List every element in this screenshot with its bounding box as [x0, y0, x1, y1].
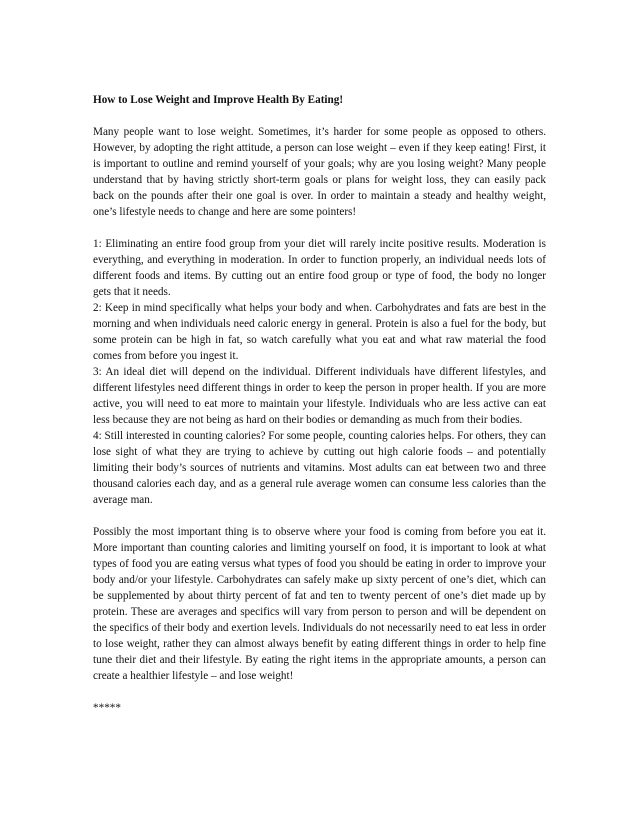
point-4: 4: Still interested in counting calories? For some people, counting calories helps. For others, they can lose sight of what they are trying to achieve by cutting out high calorie foods – and potentially limiting their body’s sources of nutrients and vitamins. Most adults can eat between two and three thousand calories each day, and as a general rule average women can consume less calories than the average man.	[93, 430, 546, 506]
paragraph-gap	[93, 684, 546, 700]
point-1: 1: Eliminating an entire food group from your diet will rarely incite positive results. Moderation is everything, and everything in moderation. In order to function properly, an individual needs lots of different foods and items. By cutting out an entire food group or type of food, the body no longer gets that it needs.	[93, 238, 546, 298]
conclusion-paragraph: Possibly the most important thing is to observe where your food is coming from before you eat it. More important than counting calories and limiting yourself on food, it is important to look at what types of food you are eating versus what types of food you should be eating in order to improve your body and/or your lifestyle. Carbohydrates can safely make up sixty percent of one’s diet, which can be supplemented by about thirty percent of fat and ten to twenty percent of one’s diet made up by protein. These are averages and specifics will vary from person to person and will be dependent on the specifics of their body and exertion levels. Individuals do not necessarily need to eat less in order to lose weight, rather they can almost always benefit by eating different things in order to help fine tune their diet and their lifestyle. By eating the right items in the appropriate amounts, a person can create a healthier lifestyle – and lose weight!	[93, 526, 546, 682]
paragraph-gap	[93, 508, 546, 524]
document-page	[93, 92, 546, 716]
point-2: 2: Keep in mind specifically what helps your body and when. Carbohydrates and fats are best in the morning and when individuals need caloric energy in general. Protein is also a fuel for the body, but some protein can be high in fat, so watch carefully what you eat and what raw material the food comes from before you ingest it.	[93, 302, 546, 362]
end-mark: *****	[93, 702, 121, 714]
point-3: 3: An ideal diet will depend on the individual. Different individuals have different lifestyles, and different lifestyles need different things in order to keep the person in proper health. If you are more active, you will need to eat more to maintain your lifestyle. Individuals who are less active can eat less because they are not being as hard on their bodies or demanding as much from their bodies.	[93, 366, 546, 426]
paragraph-gap	[93, 220, 546, 236]
intro-paragraph: Many people want to lose weight. Sometimes, it’s harder for some people as opposed to others. However, by adopting the right attitude, a person can lose weight – even if they keep eating! First, it is important to outline and remind yourself of your goals; why are you losing weight? Many people understand that by having strictly short-term goals or plans for weight loss, they can easily pack back on the pounds after their one goal is over. In order to maintain a steady and healthy weight, one’s lifestyle needs to change and here are some pointers!	[93, 126, 546, 218]
document-title: How to Lose Weight and Improve Health By Eating!	[93, 94, 344, 106]
